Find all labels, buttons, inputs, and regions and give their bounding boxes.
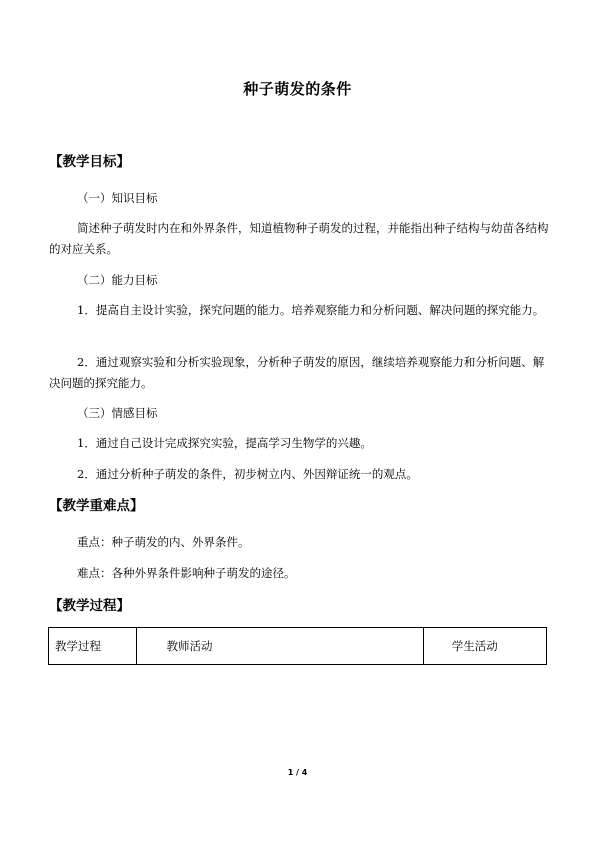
teacher-activity-column-header: 教师活动 — [136, 628, 423, 665]
knowledge-objective-text: 简述种子萌发时内在和外界条件，知道植物种子萌发的过程，并能指出种子结构与幼苗各结构的对应关系。 — [49, 221, 549, 256]
emotion-objective-item-2: 2．通过分析种子萌发的条件，初步树立内、外因辩证统一的观点。 — [77, 467, 418, 481]
table-row — [49, 628, 547, 665]
process-column-header: 教学过程 — [49, 628, 137, 665]
key-points-heading: 【教学重难点】 — [49, 498, 144, 514]
student-activity-column-header: 学生活动 — [423, 628, 546, 665]
emotion-objective-item-1: 1．通过自己设计完成探究实验，提高学习生物学的兴趣。 — [77, 436, 372, 450]
document-title: 种子萌发的条件 — [243, 80, 352, 98]
process-table — [48, 627, 547, 665]
page-number: 1 / 4 — [287, 768, 308, 777]
ability-objective-item-2: 2．通过观察实验和分析实验现象，分析种子萌发的原因，继续培养观察能力和分析问题、解决问题的探究能力。 — [49, 355, 545, 390]
objectives-heading: 【教学目标】 — [49, 154, 130, 170]
ability-objective-label: （二）能力目标 — [77, 273, 158, 287]
knowledge-objective-label: （一）知识目标 — [77, 191, 158, 205]
process-heading: 【教学过程】 — [49, 598, 130, 614]
emotion-objective-label: （三）情感目标 — [77, 406, 158, 420]
key-point-difficulty: 难点：各种外界条件影响种子萌发的途径。 — [77, 566, 296, 580]
ability-objective-item-1: 1．提高自主设计实验，探究问题的能力。培养观察能力和分析问题、解决问题的探究能力。 — [77, 303, 545, 317]
key-point-focus: 重点：种子萌发的内、外界条件。 — [77, 535, 250, 549]
